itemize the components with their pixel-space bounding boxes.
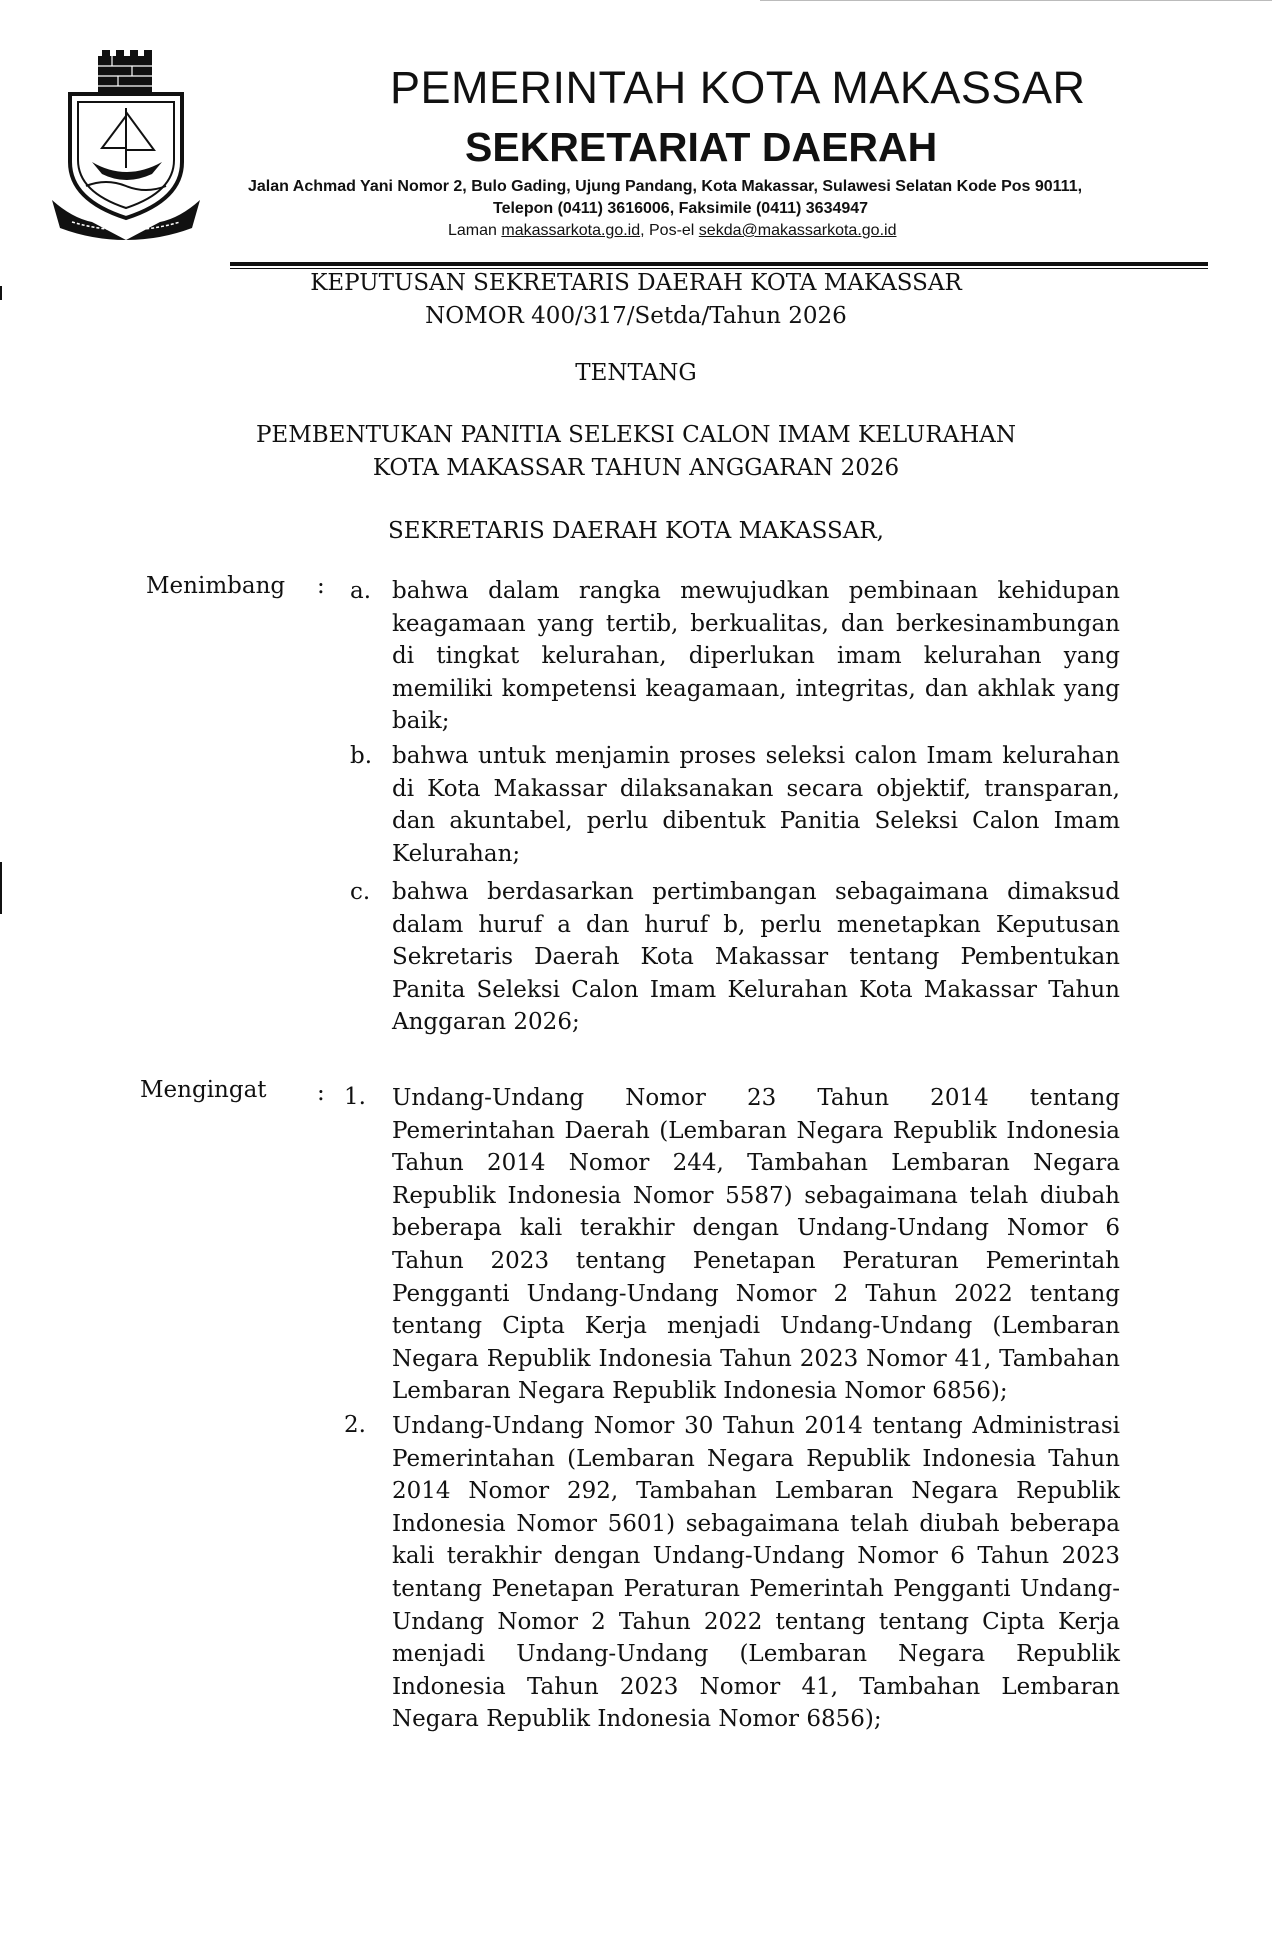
letterhead-phone: Telepon (0411) 3616006, Faksimile (0411) 3634947 bbox=[493, 200, 869, 217]
mengingat-label: Mengingat bbox=[140, 1077, 267, 1103]
menimbang-label: Menimbang bbox=[146, 573, 286, 599]
menimbang-colon: : bbox=[317, 573, 325, 599]
menimbang-item-a: bahwa dalam rangka mewujudkan pembinaan kehidupan keagamaan yang tertib, berkualitas, dan berkesinambungan di tingkat kelurahan, diperlukan imam kelurahan yang memiliki kompetensi keagamaan, integritas, dan akhlak yang baik; bbox=[392, 578, 1120, 735]
decree-title: KEPUTUSAN SEKRETARIS DAERAH KOTA MAKASSAR bbox=[310, 270, 962, 296]
decree-about-heading: TENTANG bbox=[575, 360, 697, 386]
menimbang-marker-a: a. bbox=[350, 578, 372, 604]
letterhead-divider-thin bbox=[230, 268, 1208, 269]
email-link[interactable]: sekda@makassarkota.go.id bbox=[698, 222, 897, 239]
letterhead-contact bbox=[448, 222, 896, 240]
letterhead-government-name: PEMERINTAH KOTA MAKASSAR bbox=[390, 62, 1086, 113]
letterhead-address: Jalan Achmad Yani Nomor 2, Bulo Gading, Ujung Pandang, Kota Makassar, Sulawesi Selatan Kode Pos 90111, bbox=[248, 178, 1083, 195]
makassar-emblem-logo bbox=[52, 50, 200, 240]
decree-subject-line-1: PEMBENTUKAN PANITIA SELEKSI CALON IMAM KELURAHAN bbox=[255, 422, 1017, 448]
menimbang-marker-c: c. bbox=[350, 879, 371, 905]
mengingat-item-2: Undang-Undang Nomor 30 Tahun 2014 tentang Administrasi Pemerintahan (Lembaran Negara Republik Indonesia Tahun 2014 Nomor 292, Tambahan Lembaran Negara Republik Indonesia Nomor 5601) sebagaimana telah diubah beberapa kali terakhir dengan Undang-Undang Nomor 6 Tahun 2023 tentang Penetapan Peraturan Pemerintah Pengganti Undang-Undang Nomor 2 Tahun 2022 tentang tentang Cipta Kerja menjadi Undang-Undang (Lembaran Negara Republik Indonesia Tahun 2023 Nomor 41, Tambahan Lembaran Negara Republik Indonesia Nomor 6856); bbox=[392, 1413, 1120, 1733]
mengingat-colon: : bbox=[317, 1080, 325, 1106]
menimbang-marker-b: b. bbox=[350, 743, 373, 769]
scan-edge-mark bbox=[760, 0, 1272, 1]
scan-margin-mark bbox=[0, 286, 2, 300]
mengingat-marker-2: 2. bbox=[344, 1412, 366, 1438]
letterhead-office-name: SEKRETARIAT DAERAH bbox=[465, 124, 938, 170]
scan-margin-mark bbox=[0, 862, 2, 914]
menimbang-item-c: bahwa berdasarkan pertimbangan sebagaimana dimaksud dalam huruf a dan huruf b, perlu menetapkan Keputusan Sekretaris Daerah Kota Makassar tentang Pembentukan Panita Seleksi Calon Imam Kelurahan Kota Makassar Tahun Anggaran 2026; bbox=[392, 879, 1120, 1036]
web-prefix: Laman bbox=[448, 222, 502, 239]
decree-number: NOMOR 400/317/Setda/Tahun 2026 bbox=[425, 303, 847, 329]
mengingat-item-1: Undang-Undang Nomor 23 Tahun 2014 tentang Pemerintahan Daerah (Lembaran Negara Republik Indonesia Tahun 2014 Nomor 244, Tambahan Lembaran Negara Republik Indonesia Nomor 5587) sebagaimana telah diubah beberapa kali terakhir dengan Undang-Undang Nomor 6 Tahun 2023 tentang Penetapan Peraturan Pemerintah Pengganti Undang-Undang Nomor 2 Tahun 2022 tentang tentang Cipta Kerja menjadi Undang-Undang (Lembaran Negara Republik Indonesia Tahun 2023 Nomor 41, Tambahan Lembaran Negara Republik Indonesia Nomor 6856); bbox=[392, 1085, 1120, 1405]
website-link[interactable]: makassarkota.go.id bbox=[501, 222, 641, 239]
decree-subject-line-2: KOTA MAKASSAR TAHUN ANGGARAN 2026 bbox=[372, 455, 900, 481]
email-prefix: , Pos-el bbox=[640, 222, 699, 239]
mengingat-marker-1: 1. bbox=[344, 1084, 366, 1110]
letterhead-divider bbox=[230, 262, 1208, 266]
menimbang-item-b: bahwa untuk menjamin proses seleksi calon Imam kelurahan di Kota Makassar dilaksanakan secara objektif, transparan, dan akuntabel, perlu dibentuk Panitia Seleksi Calon Imam Kelurahan; bbox=[392, 743, 1120, 867]
decree-issuer: SEKRETARIS DAERAH KOTA MAKASSAR, bbox=[388, 518, 884, 544]
